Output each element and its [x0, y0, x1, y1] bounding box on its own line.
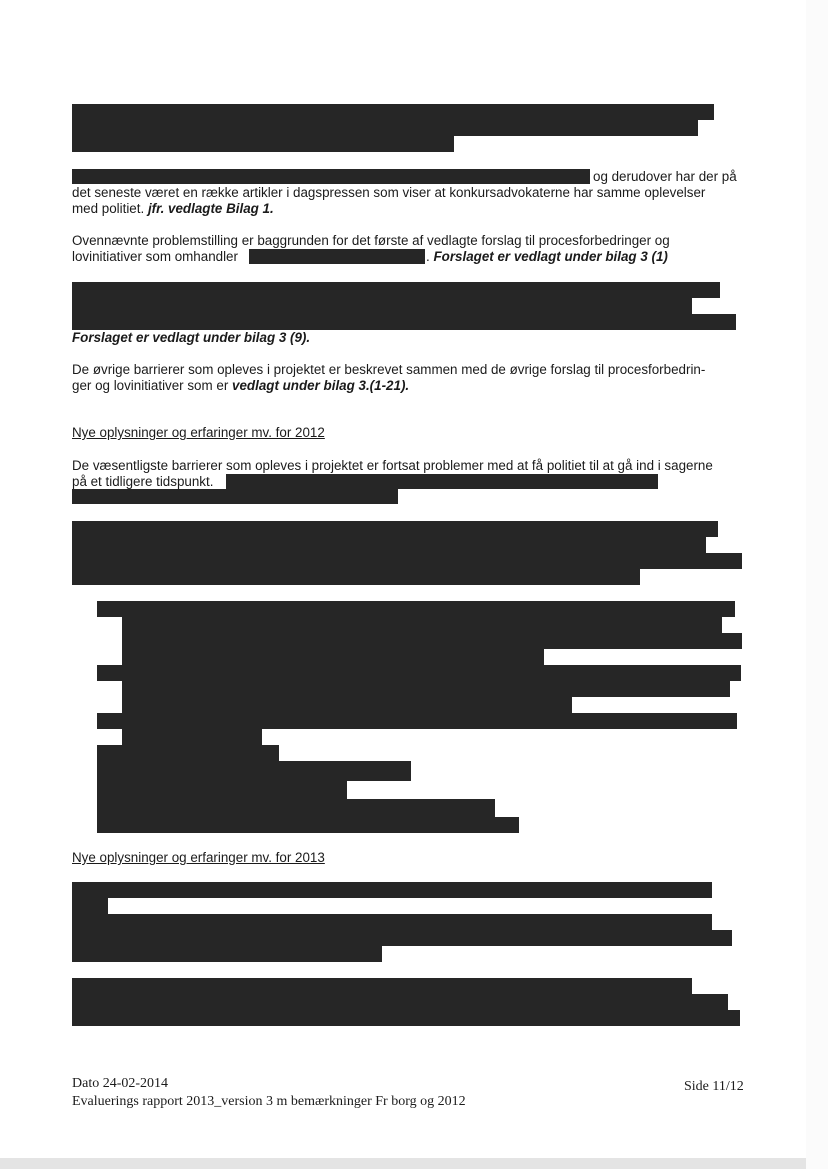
scan-border-right — [806, 0, 828, 1169]
para1-line3-plain: med politiet. — [72, 201, 145, 216]
redaction-block — [72, 282, 720, 298]
para2-line2-end — [426, 249, 668, 265]
redaction-block — [72, 120, 698, 136]
redaction-block — [97, 761, 411, 781]
redaction-block — [72, 314, 736, 330]
redaction-inline — [249, 249, 425, 264]
redaction-block — [72, 537, 706, 553]
redaction-inline — [226, 474, 658, 489]
redaction-block — [122, 729, 262, 745]
redaction-inline — [72, 169, 590, 184]
redaction-block — [97, 665, 741, 681]
redaction-block — [97, 601, 735, 617]
para5-line2: på et tidligere tidspunkt. — [72, 474, 214, 489]
footer-page-number: Side 11/12 — [684, 1079, 744, 1094]
redaction-block — [72, 898, 108, 914]
para2-line2-period: . — [426, 249, 430, 264]
heading-2013: Nye oplysninger og erfaringer mv. for 2013 — [72, 850, 325, 865]
scan-border-bottom — [0, 1158, 806, 1169]
redaction-block — [97, 713, 737, 729]
redaction-block — [97, 745, 279, 761]
bilag3-9-reference: Forslaget er vedlagt under bilag 3 (9). — [72, 330, 311, 345]
bilag3-1-reference: Forslaget er vedlagt under bilag 3 (1) — [433, 249, 668, 264]
footer-filename: Evaluerings rapport 2013_version 3 m bemærkninger Fr borg og 2012 — [72, 1094, 466, 1109]
para2-line2-start: lovinitiativer som omhandler — [72, 249, 238, 264]
redaction-block — [122, 697, 572, 713]
para1-line3 — [72, 201, 274, 217]
para5-line1: De væsentligste barrierer som opleves i projektet er fortsat problemer med at få politiet til at gå ind i sagerne — [72, 458, 713, 473]
redaction-block — [72, 521, 718, 537]
redaction-block — [97, 817, 519, 833]
redaction-block — [122, 681, 730, 697]
footer-date: Dato 24-02-2014 — [72, 1076, 169, 1091]
bilag1-reference: jfr. vedlagte Bilag 1. — [147, 201, 274, 216]
heading-2012: Nye oplysninger og erfaringer mv. for 2012 — [72, 425, 325, 440]
redaction-block — [122, 617, 722, 633]
redaction-block — [72, 489, 398, 504]
redaction-block — [72, 298, 692, 314]
para4-line1: De øvrige barrierer som opleves i projektet er beskrevet sammen med de øvrige forslag til procesforbedrin- — [72, 362, 706, 377]
redaction-block — [72, 569, 640, 585]
redaction-block — [72, 104, 714, 120]
redaction-block — [72, 1010, 740, 1026]
para1-line2: det seneste været en række artikler i dagspressen som viser at konkursadvokaterne har samme oplevelser — [72, 185, 706, 200]
para1-line1-end: og derudover har der på — [593, 169, 737, 184]
redaction-block — [72, 136, 454, 152]
bilag3-1-21-reference: vedlagt under bilag 3.(1-21). — [232, 378, 410, 393]
para2-line1: Ovennævnte problemstilling er baggrunden for det første af vedlagte forslag til procesforbedringer og — [72, 233, 670, 248]
redaction-block — [97, 781, 347, 799]
redaction-block — [72, 946, 382, 962]
redaction-block — [72, 978, 692, 994]
redaction-block — [72, 930, 732, 946]
redaction-block — [122, 649, 544, 665]
para4-line2 — [72, 378, 409, 394]
redaction-block — [72, 553, 742, 569]
redaction-block — [72, 994, 728, 1010]
redaction-block — [97, 799, 495, 817]
para4-line2-plain: ger og lovinitiativer som er — [72, 378, 229, 393]
redaction-block — [122, 633, 742, 649]
redaction-block — [72, 882, 712, 898]
redaction-block — [72, 914, 712, 930]
